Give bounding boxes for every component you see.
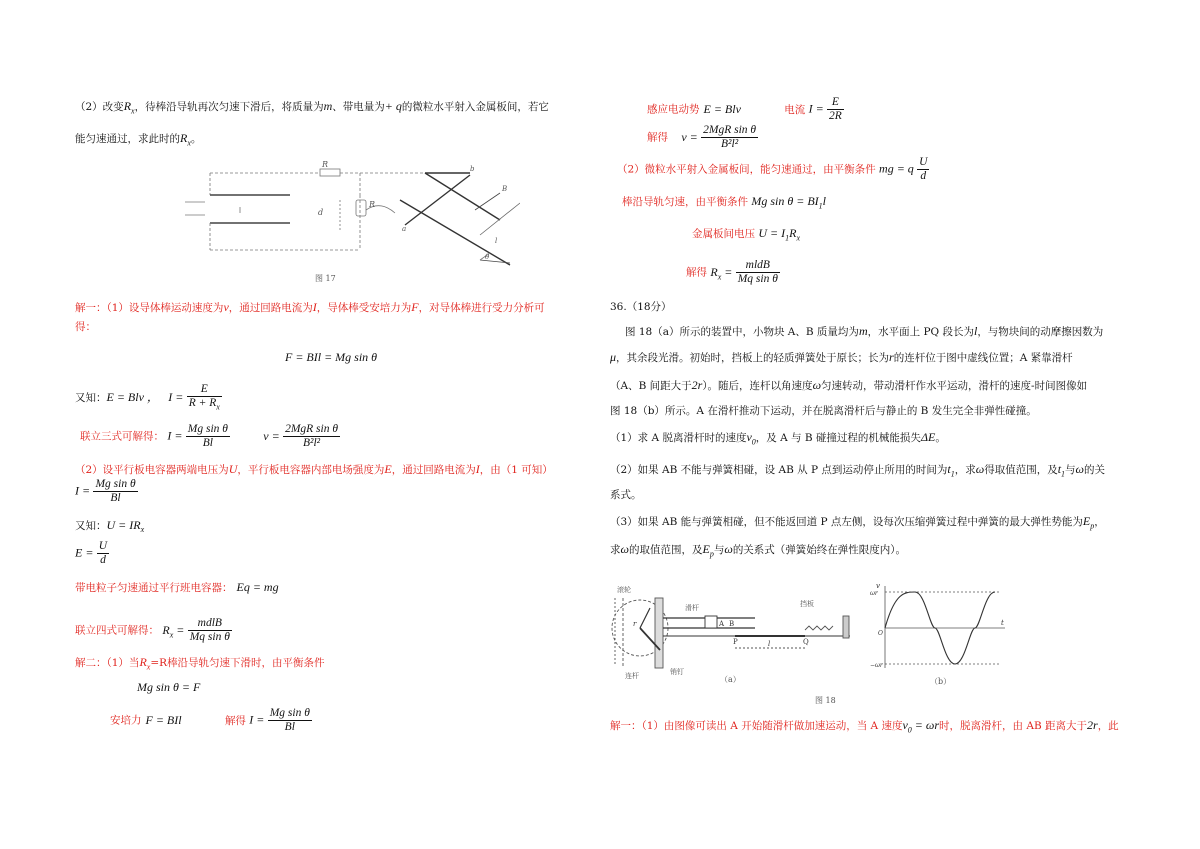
combine-four: 联立四式可解得： $R_x$ = $\frac{\text{mdlB}}{\text{Mq sin θ}}$ — [75, 617, 230, 643]
equation-balance: Mg sin θ = F — [137, 680, 201, 694]
q36-line-3: （A、B 间距大于2r）。随后，连杆以角速度ω匀速转动，带动滑杆作水平运动，滑杆的速度-时间图像如 — [610, 378, 1088, 392]
ampere-line: 安培力 F = BIl 解得 I = $\frac{\text{Mg sin θ}}{Bl}$ — [110, 707, 310, 733]
label-wheel: 滚轮 — [617, 586, 631, 594]
text: 、带电量为 — [332, 101, 385, 113]
label-b: b — [470, 165, 475, 173]
solution-2-line-1: （2）设平行板电容器两端电压为U，平行板电容器内部电场强度为E，通过回路电流为I，由（1 可知） — [75, 462, 553, 476]
figure-18b-label: （b） — [930, 677, 952, 686]
figure-18-caption: 图 18 — [815, 696, 836, 705]
also-know-line: 又知：E = Blv ， I = $\frac{E}{R + R_x}$ — [75, 383, 220, 412]
label-l: l — [768, 640, 771, 648]
equation-E2: E = $\frac{U}{d}$ — [75, 540, 108, 566]
q36-sub-1: （1）求 A 脱离滑杆时的速度$v_0$，及 A 与 B 碰撞过程的机械能损失ΔE。 — [610, 430, 946, 447]
emf-line: 感应电动势 E = Blv 电流 I = $\frac{E}{2R}$ — [647, 96, 842, 122]
equation-U: 又知：$U = IR_x$ — [75, 518, 145, 535]
text: 的微粒水平射入金属板间，若它 — [401, 101, 549, 113]
label-theta: θ — [485, 253, 490, 261]
label-O: O — [878, 630, 883, 637]
solution-1-line-2: 得： — [75, 321, 96, 333]
label-neg-wr: −ωr — [870, 662, 883, 669]
label-A: A — [719, 620, 725, 628]
label-v: v — [876, 582, 880, 590]
text: （2）改变 — [75, 101, 124, 113]
figure-17 — [180, 155, 520, 285]
var-q: + q — [384, 99, 402, 113]
question-36-title: 36.（18分） — [610, 301, 672, 313]
label-wr: ωr — [870, 590, 878, 597]
figure-17-drawing — [180, 155, 520, 285]
solve-rx-line: 解得 $R_x$ = $\frac{\text{mldB}}{\text{Mq sin θ}}$ — [686, 259, 778, 285]
label-plate: 挡板 — [800, 600, 814, 608]
label-B: B — [502, 185, 508, 193]
question-2-line-2: 能匀速通过，求此时的$R_x$。 — [75, 131, 202, 148]
label-link: 连杆 — [625, 672, 639, 680]
q36-sub-3-line-2: 求ω的取值范围，及$E_p$与ω的关系式（弹簧始终在弹性限度内）。 — [610, 542, 907, 559]
equation-force: F = BIl = Mg sin θ — [285, 350, 378, 364]
figure-18a — [605, 578, 860, 688]
label-pin: 销钉 — [670, 668, 684, 676]
solution-b-line-1: 解二：（1）当$R_x=R$棒沿导轨匀速下滑时，由平衡条件 — [75, 655, 325, 672]
q36-line-2: μ，其余段光滑。初始时，挡板上的轻质弹簧处于原长；长为r的连杆位于图中虚线位置；A 紧靠滑杆 — [610, 350, 1073, 364]
label-Rx: R — [369, 200, 376, 209]
figure-18b — [870, 578, 1010, 673]
label-t: t — [1001, 619, 1004, 627]
q36-line-1: 图 18（a）所示的装置中，小物块 A、B 质量均为m，水平面上 PQ 段长为l，与物块间的动摩擦因数为 — [625, 324, 1104, 338]
q36-line-4: 图 18（b）所示。A 在滑杆推动下运动，并在脱离滑杆后与静止的 B 发生完全非弹性碰撞。 — [610, 405, 1037, 417]
combine-three: 联立三式可解得： I = $\frac{\text{Mg sin θ}}{Bl}$ v = $\frac{\text{2MgR sin θ}}{\text{B²l²}}$ — [80, 423, 338, 449]
solve-v-line: 解得 v = $\frac{\text{2MgR sin θ}}{\text{B²l²}}$ — [647, 124, 757, 150]
q36-sub-3: （3）如果 AB 能与弹簧相碰，但不能返回道 P 点左侧，设每次压缩弹簧过程中弹簧的最大弹性势能为$E_p$， — [610, 514, 1105, 531]
particle-line: 带电粒子匀速通过平行班电容器： Eq = mg — [75, 580, 279, 594]
label-R: R — [322, 160, 329, 169]
figure-18a-label: （a） — [720, 675, 741, 684]
q36-sub-2: （2）如果 AB 不能与弹簧相碰，设 AB 从 P 点到运动停止所用的时间为$t_1$，求ω得取值范围，及$t_1$与ω的关 — [610, 462, 1106, 479]
var-m: m — [323, 99, 333, 113]
label-a: a — [402, 225, 407, 233]
var-rx: $R_x$ — [123, 99, 135, 116]
figure-17-caption: 图 17 — [315, 274, 336, 283]
rod-line: 棒沿导轨匀速，由平衡条件 Mg $\sin \theta = BI_1l$ — [622, 194, 827, 211]
q36-solution-line-1: 解一：（1）由图像可读出 A 开始随滑杆做加速运动，当 A 速度$v_0 = \omega r$时，脱离滑杆，由 AB 距离大于2r，此 — [610, 718, 1119, 735]
label-Q: Q — [803, 638, 809, 646]
equation-I3: I = $\frac{\text{Mg sin θ}}{Bl}$ — [75, 478, 136, 504]
plate-voltage-line: 金属板间电压 $U = I_1R_x$ — [692, 226, 801, 243]
text: ，待棒沿导轨再次匀速下滑后，将质量为 — [134, 101, 324, 113]
q36-sub-2-line-2: 系式。 — [610, 489, 642, 501]
label-d: d — [318, 208, 324, 217]
label-P: P — [733, 638, 738, 646]
part-2-line: （2）微粒水平射入金属板间，能匀速通过，由平衡条件 mg = q $\frac{U}{d}$ — [617, 156, 928, 182]
label-rod: 滑杆 — [685, 604, 699, 612]
label-l: l — [495, 237, 498, 245]
label-r: r — [633, 620, 637, 628]
solution-1-line-1: 解一：（1）设导体棒运动速度为v，通过回路电流为I，导体棒受安培力为F，对导体棒进行受力分析可 — [75, 300, 545, 314]
question-2-line-1 — [75, 99, 549, 118]
figure-18b-drawing — [870, 578, 1010, 673]
label-B: B — [729, 620, 735, 628]
figure-18a-drawing — [605, 578, 860, 688]
